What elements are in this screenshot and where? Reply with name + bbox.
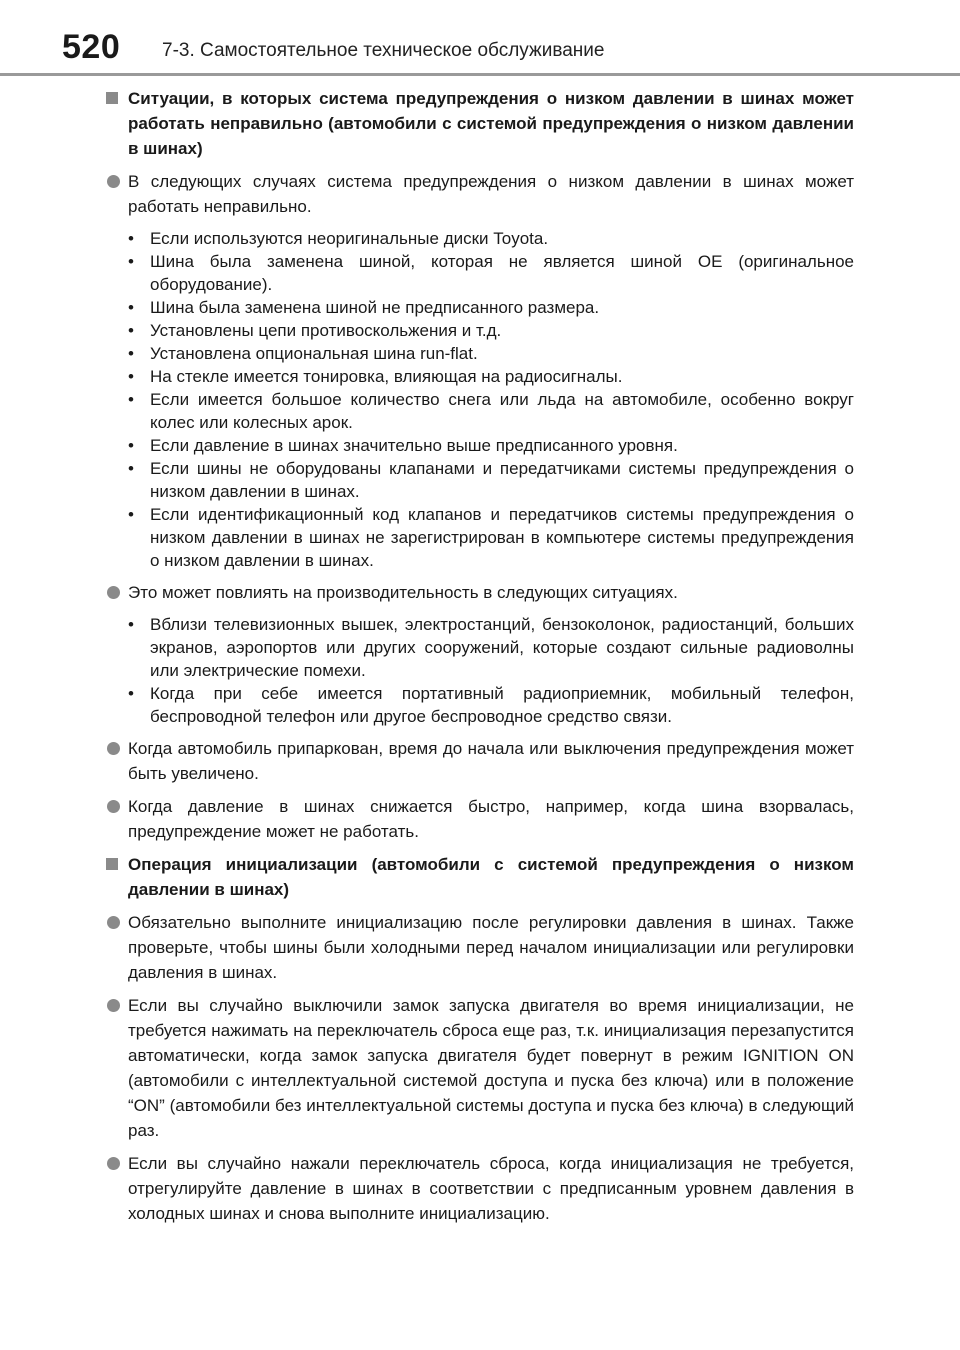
circle-bullet-icon	[107, 175, 120, 188]
bullet-list	[104, 613, 854, 728]
list-item: • Если используются неоригинальные диски Toyota.	[128, 229, 549, 248]
list-item: • Установлены цепи противоскольжения и т.д.	[128, 321, 502, 340]
circle-bullet-icon	[107, 916, 120, 929]
list-item: • Если шины не оборудованы клапанами и передатчиками системы предупреждения о низком давлении в шинах.	[128, 459, 854, 501]
list-item: • Шина была заменена шиной, которая не является шиной OE (оригинальное оборудование).	[128, 252, 854, 294]
page-content	[104, 86, 854, 1234]
circle-bullet-icon	[107, 800, 120, 813]
square-bullet-icon	[106, 92, 118, 104]
list-item: • Шина была заменена шиной не предписанного размера.	[128, 298, 600, 317]
paragraph-item: Когда автомобиль припаркован, время до начала или выключения предупреждения может быть увеличено.	[104, 736, 854, 786]
square-bullet-icon	[106, 858, 118, 870]
paragraph-item: Обязательно выполните инициализацию после регулировки давления в шинах. Также проверьте, чтобы шины были холодными перед началом инициализации или регулировки давления в шинах.	[104, 910, 854, 985]
section-heading-initialization: Операция инициализации (автомобили с системой предупреждения о низком давлении в шинах)	[104, 852, 854, 902]
page-header	[0, 0, 960, 78]
list-item: • Если давление в шинах значительно выше предписанного уровня.	[128, 436, 678, 455]
list-item: • Если идентификационный код клапанов и передатчиков системы предупреждения о низком давлении в шинах не зарегистрирован в компьютере системы предупреждения о низком давлении в шинах.	[128, 505, 854, 570]
paragraph-item: Это может повлиять на производительность в следующих ситуациях.	[104, 580, 854, 605]
list-item: • Если имеется большое количество снега или льда на автомобиле, особенно вокруг колес или колесных арок.	[128, 390, 854, 432]
page-number: 520	[62, 28, 121, 66]
circle-bullet-icon	[107, 1157, 120, 1170]
paragraph-item: Если вы случайно нажали переключатель сброса, когда инициализация не требуется, отрегулируйте давление в шинах в соответствии с предписанным уровнем давления в холодных шинах и снова выполните инициализацию.	[104, 1151, 854, 1226]
paragraph-item: В следующих случаях система предупреждения о низком давлении в шинах может работать неправильно.	[104, 169, 854, 219]
bullet-list	[104, 227, 854, 572]
list-item: • Установлена опциональная шина run-flat.	[128, 344, 478, 363]
list-item: • Вблизи телевизионных вышек, электростанций, бензоколонок, радиостанций, больших экранов, аэропортов или других сооружений, которые создают сильные радиоволны или электрические помехи.	[128, 615, 854, 680]
paragraph-item: Когда давление в шинах снижается быстро, например, когда шина взорвалась, предупреждение может не работать.	[104, 794, 854, 844]
list-item: • Когда при себе имеется портативный радиоприемник, мобильный телефон, беспроводной телефон или другое беспроводное средство связи.	[128, 684, 854, 726]
circle-bullet-icon	[107, 586, 120, 599]
list-item: • На стекле имеется тонировка, влияющая на радиосигналы.	[128, 367, 623, 386]
circle-bullet-icon	[107, 742, 120, 755]
section-heading-tpms-malfunction: Ситуации, в которых система предупреждения о низком давлении в шинах может работать неправильно (автомобили с системой предупреждения о низком давлении в шинах)	[104, 86, 854, 161]
circle-bullet-icon	[107, 999, 120, 1012]
header-divider	[0, 73, 960, 76]
paragraph-item: Если вы случайно выключили замок запуска двигателя во время инициализации, не требуется нажимать на переключатель сброса еще раз, т.к. инициализация перезапустится автоматически, когда замок запуска двигателя будет повернут в режим IGNITION ON (автомобили с интеллектуальной системой доступа и пуска без ключа) или в положение “ON” (автомобили без интеллектуальной системы доступа и пуска без ключа) в следующий раз.	[104, 993, 854, 1143]
section-title: 7-3. Самостоятельное техническое обслуживание	[162, 40, 605, 61]
